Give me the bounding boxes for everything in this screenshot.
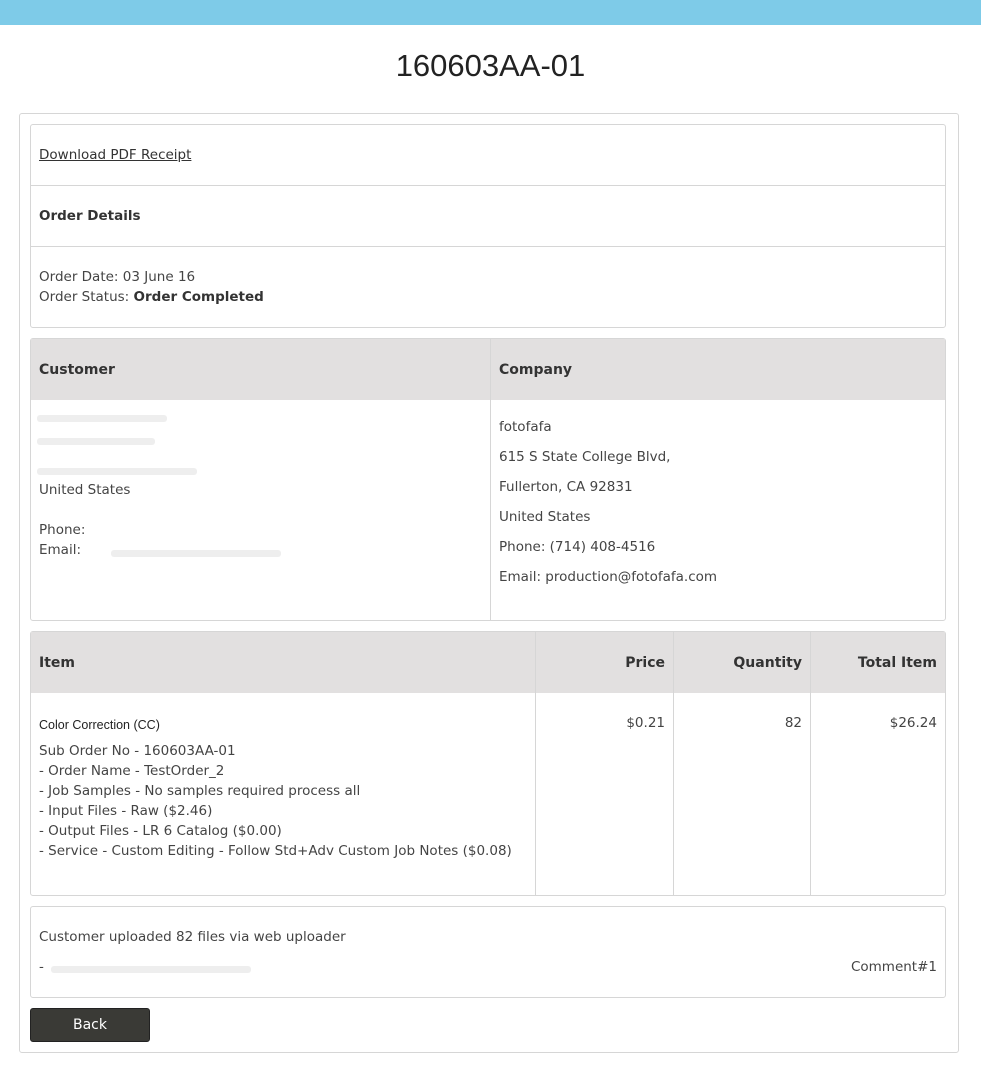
company-info — [490, 400, 945, 620]
redacted-text — [37, 415, 167, 422]
items-table — [30, 631, 946, 896]
order-details-heading: Order Details — [39, 208, 141, 224]
page-title: 160603AA-01 — [395, 48, 586, 83]
item-price: $0.21 — [535, 693, 673, 895]
redacted-text — [37, 438, 155, 445]
order-details-panel — [30, 124, 946, 328]
order-date: Order Date: 03 June 16 — [39, 269, 196, 285]
address-panel — [30, 338, 946, 621]
total-column-header: Total Item — [810, 632, 945, 693]
redacted-text — [37, 468, 197, 475]
company-phone: Phone: (714) 408-4516 — [499, 539, 656, 555]
download-pdf-receipt-link[interactable]: Download PDF Receipt — [39, 147, 192, 163]
redacted-text — [111, 550, 281, 557]
comment-dash: - — [39, 959, 44, 975]
back-button[interactable]: Back — [30, 1008, 150, 1042]
company-city: Fullerton, CA 92831 — [499, 479, 633, 495]
receipt-row — [31, 125, 945, 186]
company-street: 615 S State College Blvd, — [499, 449, 671, 465]
customer-country: United States — [39, 482, 131, 498]
item-title: Color Correction (CC) — [39, 718, 160, 732]
item-quantity: 82 — [673, 693, 810, 895]
item-detail-line: - Job Samples - No samples required process all — [39, 783, 361, 799]
item-detail-line: - Output Files - LR 6 Catalog ($0.00) — [39, 823, 282, 839]
item-detail-line: Sub Order No - 160603AA-01 — [39, 743, 236, 759]
item-detail-line: - Input Files - Raw ($2.46) — [39, 803, 213, 819]
customer-info — [31, 400, 490, 620]
order-status-value: Order Completed — [133, 289, 264, 305]
comment-panel — [30, 906, 946, 998]
customer-phone-label: Phone: — [39, 522, 86, 538]
item-detail-line: - Service - Custom Editing - Follow Std+Adv Custom Job Notes ($0.08) — [39, 843, 512, 859]
item-detail-line: - Order Name - TestOrder_2 — [39, 763, 225, 779]
redacted-text — [51, 966, 251, 973]
top-bar — [0, 0, 981, 25]
item-total: $26.24 — [810, 693, 945, 895]
company-header: Company — [490, 339, 945, 400]
order-status: Order Status: Order Completed — [39, 289, 264, 305]
comment-text: Customer uploaded 82 files via web uploader — [39, 929, 346, 945]
company-name: fotofafa — [499, 419, 552, 435]
item-column-header: Item — [31, 632, 535, 693]
company-country: United States — [499, 509, 591, 525]
price-column-header: Price — [535, 632, 673, 693]
order-info-row — [31, 247, 945, 327]
comment-label: Comment#1 — [850, 959, 937, 975]
item-description — [31, 693, 535, 895]
customer-header: Customer — [31, 339, 490, 400]
quantity-column-header: Quantity — [673, 632, 810, 693]
customer-email-label: Email: — [39, 542, 82, 558]
company-email: Email: production@fotofafa.com — [499, 569, 718, 585]
order-details-heading-row — [31, 186, 945, 247]
order-date-value: 03 June 16 — [122, 269, 196, 285]
